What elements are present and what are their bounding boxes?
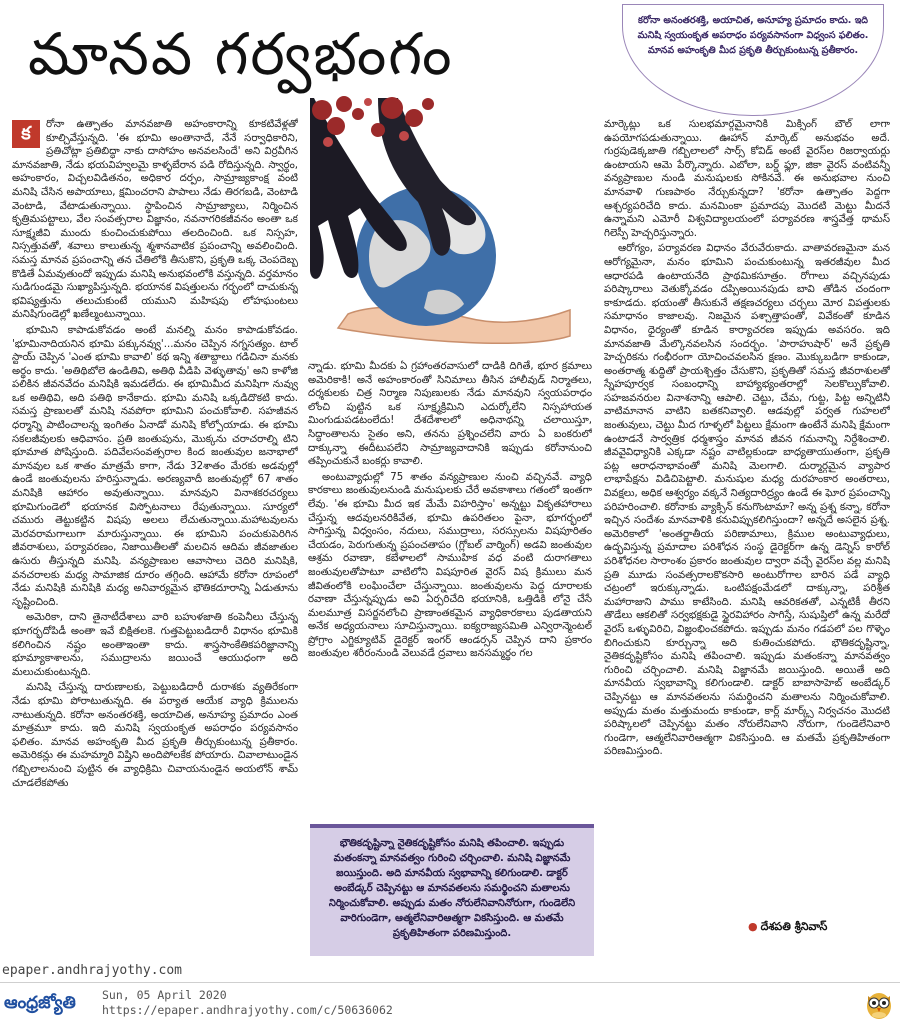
highlight-box: భౌతికదృష్టిన్నా నైతికదృష్టికోసం మనిషి తపించాలి. ఇప్పుడు మతంకన్నా మానవత్వం గురించి చర్చించాలి. మనిషి విజ్ఞానమే జయిస్తుంది. అది మానవీయ స్వభావాన్ని కలిగుండాలి. డాక్టర్ అంబేడ్కర్ చెప్పినట్టు ఆ మానవతలను సమర్థించని మతాలను నిర్మించుకోవాలి. అప్పుడు మతం నోరులేనివానినోరుగా, గుండెలేని వారిగుండెగా, ఆత్మలేనివారిఆత్మగా వికసిస్తుంది. ఆ మతమే ప్రకృతిహితంగా పరిణమిస్తుంది. [310,824,594,956]
paragraph: అంటువ్యాధుల్లో 75 శాతం వన్యప్రాణుల నుంచి వచ్చినవే. వ్యాధి కారకాలు జంతువులనుండి మనుషులకు చేరే అవకాశాలు గతంలో ఇంతగా లేవు. 'ఈ భూమి మీద ఇక మేమే విహరిస్తాం' అన్నట్టు వికృతహారాలు చేస్తున్న ఆదవులనరికివేత, భూమి ఉపరితలం పైనా, భూగర్భంలో సాగిస్తున్న విధ్వంసం, నదులు, సముద్రాలు, సరస్సులను విషపూరితం చేయడం, పెరుగుతున్న ప్రపంచతాపం (గ్లోబల్ వార్మింగ్) అడవి జంతువుల ఆశ్రమ రవాణా, కబేళాలలో సాముహిక వధ వంటి దురాగతాలు జంతువులతోపాటూ వాటిలోని విషపూరిత వైరస్ విష క్రిములు మన జీవితంలోకి లంఘించేలా చేస్తున్నాయి. జంతువులను పెద్ద దూరాలకు రవాణా చేస్తున్నప్పుడు అవి ఏర్పరిచేది భయానికి, ఒత్తిడికి లోనై చేసే మలమూత్ర విసర్జనలోంచి ప్రాణాంతకమైన వ్యాధికారకాలు పుడతాయని అనేక అధ్యయనాలు సూచిస్తున్నాయి. ఐక్యరాజ్యసమితి ఎన్విరాన్మెంటల్ ప్రోగ్రాం ఎగ్జిక్యూటివ్ డైరెక్టర్ ఇంగర్ ఆండర్సన్ చెప్పిన దాని ప్రకారం జంతువుల శరీరంనుండి వెలువడే ద్రవాలు జనసమ్మర్థం గల [308,471,592,660]
author-name: దేశపతి శ్రీనివాస్ [760,920,828,933]
paragraph: భూమిని కాపాడుకోవడం అంటే మనల్ని మనం కాపాడుకోవడం. 'భూమినాదియనిన భూమి పక్కునవ్వు'...మనం చెప్పిన నగ్నసత్యం. టాల్ స్టాయ్ చెప్పిన 'ఎంత భూమి కావాలి' కథ ఇన్ని శతాబ్దాలు గడిచినా మనకు అర్థం కాదు. 'అతిథిబోలె ఉండితివి, అతిథి వీడిపి వెళ్ళుతావు' అని కాళోజి పలికిన జీవనవేదం మనిషికి ఇమడలేదు. ఈ భూమిమీద మనిషిగా నువ్వు ఒక అతిథివి, అది పతిథి కానేకాదు. భూమి మనిషి ఒక్కడిదొకటి కాదు. సమస్త ప్రాణులతో మనిషి నవపోరా భూమిని పంచుకోవాలి. సహజీవన ధర్మాన్ని పాటించాలన్న ఇంగితం ఏనాడో మనిషి కోల్పోయాడు. ఈ భూమి సకలజీవులకు ఆధివాసం. ప్రతి జంతుపును, మొక్కను చరాచరాల్ని టిని భూమాత పోషిస్తుంది. పదివేలసంవత్సరాల కింద జంతువుల జనాభాలో మానవుల ఒక శాతం మాత్రమే కాగా, నేడు 32శాతం మేరకు అడవుల్లో ఉండే జంతువులను హరిస్తున్నాడు. అరణ్యవాదీ జంతువుల్లో 67 శాతం మనిషికి ఆహారం అవుతున్నాయి. మానవుని వినాశకరచర్యలు భూమిగుండెలో భయానక విస్ఫోటనాలు రేపుతున్నాయి. సూర్యలో చమురు తెట్టుకట్టిన విషపు అలలు లేచుతున్నాయి.మహాటవులను మెరవరామగాలుగా మారుస్తున్నాయి. ఈ భూమిని పంచుకుపెరిగిన జీవరాశులు, పర్యావరణం, నిజాయితీలతో మలచిన ఆదిమ జీవజాతుల ఉసురు తీస్తున్నది మనిషి. వన్యప్రాణుల ఆవాసాలు చెదిరి మనిషికి, వనచరాలకు మధ్య సామాజిక దూరం తగ్గింది. ఆహామే కరోనా రూపంలో నేడు మనిషికి మనిషికి మధ్య అనివార్యమైన భౌతికదూరాన్ని ఏడుతూను సృష్టించింది. [12,324,298,608]
article-column-1 [12,118,298,958]
footer-divider [0,982,900,983]
article-column-2 [308,360,592,820]
brand-logo: ఆంధ్రజ్యోతి [4,993,76,1013]
paragraph: న్నాడు. భూమి మీదకు ఏ గ్రహాంతరవాసులో దాడికి దిగితే, భూర క్రమాలు అమెరికాకి! అనే అహంకారంతో సినిమాలు తీసిన హాలీవుడ్ నిర్మాతలు, దర్శకులకు చిత్ర నిర్మాణ నిపుణులకు నేడు మానవుని స్వయపరాధం లోంచి పుట్టిన ఒక సూక్ష్మక్రిమిని ఎదుర్కోలేని నిస్సహాయత మింగుడుపడటంలేదు! దేశదేశాలలో అధినాథన్ని చలాయిస్తూ, సిద్ధాంతాలను సైతం అని, తనను ప్రశ్నించలేని వారు ఏ బంకరులో దాక్కున్నా ఈదీటుపలేని సామ్రాజ్యవాదానికి ఇప్పుడు కరోనానుంచి తప్పించుకునే బంకర్లు కావాలి. [308,361,592,468]
hands-globe-illustration [308,96,580,358]
paragraph: ఆరోగ్యం, పర్యావరణ విధానం వేరువేరుకాదు. వాతావరణమైనా మన ఆరోగ్యమైనా, మనం భూమిని పంచుకుంటున్న ఇతరజీవుల మీద ఆధారపడి ఉంటాయనేది ప్రాథమికసూత్రం. రోగాలు వచ్చినపుడు పరిష్కారాలు వెతుక్కోవడం దప్పిఅయినపుడు బావి తోడిన చందంగా కాకూడదు. భయంతో తీసుకునే తక్షణచర్యలు చర్చలు మోర విపత్తులకు సమాధానం కాజాలవు. నిజమైన పశ్చాత్తాపంతో, వివేకంతో కూడిన విధానం, ధైర్యంతో కూడిన కార్యాచరణ ఇప్పుడు అవసరం. ఇది మానవజాతి మేల్కొనవలసిన సందర్భం. 'పారాహుషార్' అనే ప్రకృతి హెచ్చరికను గంభీరంగా యోచించవలసిన క్షణం. మొక్కుబడిగా కాకుండా, అంతరాత్మ శుద్ధితో ప్రాయశ్చిత్తం చేసుకొని, ప్రకృతితో సమస్త జీవరాశులతో స్నేహపూర్వక సంబంధాన్ని బాహ్యాభ్యంతరాల్లో సెలకొల్పుకోవాలి. సహజవనరుల వినాశనాన్ని ఆపాలి. చెట్టు, చేమ, గుట్ట, పిట్ట అన్నిటినీ వాటిమానాన వాటిని బతకనివ్వాలి. ఆడవుల్లో పర్వత గుహలలో జంతువులు, చెట్టు మీద గూళ్ళలో పిట్టలు క్షేమంగా ఉంటేనే మనిషి క్షేమంగా ఉంటాడనే సార్వత్రిక ధర్మశాస్త్రం మానవ జీవన గమనాన్ని నిర్దేశించాలి. జీవవైవిధ్యానికి ఎక్కడా నష్టం వాటిల్లకుండా బాధ్యతాయుతంగా, ప్రకృతి పట్ల ఆరాధనాభావంతో మనిషి మెలగాలి. దుర్మార్గమైన వ్యాపార లాభాపేక్షను విడిచిపెట్టాలి. మనుషుల మధ్య దురహంకార అంతరాలు, వివక్షలు, అధిక ఆశ్వర్యం వక్కనే నిత్యదారిద్ర్యం ఉండే ఈ ఘోర ప్రపంచాన్ని పరిహరించాలి. కరోనాకు వ్యాక్సిన్ కనుగొంటామా? అన్న ప్రశ్న కన్నా, కరోనా ఇచ్చిన సందేశం మానవాళికి కనువిప్పుకలిగిస్తుందా? అన్నదే అసలైన ప్రశ్న. అమెరికాలో 'అంతర్జాతీయ పరిణామాలు, క్రిముల అంటువ్యాధులు, ఉద్భవిస్తున్న ప్రమాదాల పరిశోధన సంస్థ డైరెక్టర్‌గా ఉన్న డెన్నిస్ కారోల్ పరిశోధనల సారాంశం ప్రకారం జంతువుల ద్వారా వచ్చే వైరస్‌ల వల్ల మనిషి ప్రతి మూడు సంవత్సరాలకొకసారి అంటురోగాల బారిన పడే వ్యాధి చట్రంలో ఇరుక్కున్నాడు. ఒంటిపక్షంమేడలో దాక్కున్నా, పరిశ్రీత మహారాజుని పాము కాటేసింది. మనిషి ఆవరికతతో, ఎన్నటికీ తీరని తొడేలు ఆకలితో సర్వభక్షకుడై స్థైరవిహారం సాగిస్తే, సుషుప్తిలో ఉన్న మరేదో వైరస్ ఒళ్ళువిరిచి, విజ్ఞంభించకపోదు. ఇప్పుడు మనం గడపలో పల గొళ్ళెం బిగించుకుని కూర్చున్నా అది కుతించుకపోదు. భౌతికదృష్టిన్నా, నైతికదృష్టికోసం మనిషి తపించాలి. ఇప్పుడు మతంకన్నా మానవత్వం గురించి చర్చించాలి. మనిషి విజ్ఞానమే జయిస్తుంది. అయితే అది మానవీయ స్వభావాన్ని కలిగుండాలి. డాక్టర్ బాబాసాహెబ్ అంబేడ్కర్ చెప్పినట్టు ఆ మానవతలను సమర్థించని మతాలను నిర్మించుకోవాలి. అప్పుడు మతం మత్తుమందు కాకుండా, కార్ల్ మార్క్స్ నిర్వచనం మొదటి పరిష్కాలలో చెప్పినట్టు మతం నోరులేనివాని నోరుగా, గుండెలేనివారి గుండెగా, ఆత్మలేనివారిఆత్మగా వికసిస్తుంది. ఆ మతమే ప్రకృతిహితంగా పరిణమిస్తుంది. [604,243,890,758]
article-link[interactable]: https://epaper.andhrajyothy.com/c/50636062 [102,1003,393,1017]
paragraph: మనిషి చేస్తున్న దారుణాలకు, పెట్టుబడిదారీ దురాశకు వ్యతిరేకంగా నేడు భూమి పోరాటుతున్నది. ఈ పర్యాత ఆయేక వ్యాధి క్రిములను నాటుతున్నది. కరోనా అనంతరశక్తి, అయాచిత, అనూహ్య ప్రమాదం ఎంత మాత్రమూ కాదు. ఇది మనిషి స్వయంకృత అపరాధం పర్యవసానం ఫలితం. మానవ అహంకృతి మీద ప్రకృతి తీర్చుకుంటున్న ప్రతీకారం. అమెరికన్లు ఈ మహమ్మారి విష్తిని అందిపోలకేక పోయారు. చివాలాటుండైన గబ్బిలాలనుంచి పుట్టిన ఈ వ్యాధిక్రిమి చివాయనుండైన అయలోన్ శామ్ చూడలేకపోతు [12,682,298,789]
bullet-icon: ● [748,920,758,933]
drop-cap: క [12,120,40,148]
owl-icon [864,988,894,1020]
article-column-3 [604,118,890,888]
article-headline: మానవ గర్వభంగం [28,20,454,88]
author-byline [748,918,892,936]
epaper-url[interactable]: epaper.andhrajyothy.com [2,963,183,978]
edition-date: Sun, 05 April 2020 [102,988,227,1002]
paragraph: మార్కెట్లు ఒక సులభమార్గమైనానికి మిక్సింగ్ బౌల్ లాగా ఉపయోగపడుతున్నాయి. ఊహాన్ మార్కెట్ అనుభవం అదే. గుర్రపుడెక్కజాతి గబ్బిలాలలో సార్స్ కోవిడ్ అంటే వైరస్‌ల రిజర్వాయర్లు ఉంటాయని ఆమె పేర్కొన్నారు. ఎబోలా, బర్డ్ ఫ్లూ, జికా వైరస్ వంటివన్నీ వన్యప్రాణుల నుండి మనుషులకు సోకినవే. ఈ అనుభవాల నుంచి మానవాళి గుణపాఠం నేర్చుకున్నదా? 'కరోనా ఉత్పాతం పెద్దగా ఆశ్చర్యపరిచేది కాదు. మనమింకా ప్రమాదపు మొదటి మెట్టు మీదనే ఉన్నామని ఎమోరీ విశ్వవిద్యాలయంలో పర్యావరణ శాస్త్రవేత్త థామస్ గిలెస్పీ హెచ్చరిస్తున్నారు. [604,119,890,239]
paragraph: అమెరికా, దాని తైనాటీదేశాలు వారి బహుళజాతి కంపెనీలు చేస్తున్న భూగర్భదోపిడీ అంతా ఇవే బిక్షితలకె. గుత్తపెట్టుబడిదారీ విధానం భూమికి కలిగించిన నష్టం అంతాఇంతా కాదు. శాస్త్రసాంకేతికపరిజ్ఞానాన్ని భూమ్యాకాశాలను, సముద్రాలను జయించే ఆయుధంగా అది మలుచుకుంటున్నది. [12,612,298,678]
paragraph: రోనా ఉత్పాతం మానవజాతి అహంకారాన్ని కూకటివేళ్లతో కూల్చివేస్తున్నది. 'ఈ భూమి అంతానాదే, నేనే సర్వాధికారిని, ప్రతిచోట్లా ప్రతిబిద్ధా నాకు దాసోహం అనవలసిందే' అని విర్రవీగిన మానవజాతి, నేడు భయవిహ్వలమై కాళ్ళబేరాన పడి రోదిస్తున్నది. స్వార్థం, అహంకారం, విచ్చలవిడితనం, అధికార దర్పం, సామ్రాజ్యకాంక్ష వంటి మనిషి చేసిన అపాయాలు, క్షమించరాని పాపాలు నేడు తిరగబడి, వెంటాడి వెంటాడి, వేటాడుతున్నాయి. స్థాపించిన సామ్రాజ్యాలు, నిర్మించిన కృత్రిమపట్టాలు, వేల సంవత్సరాల విజ్ఞానం, నవనాగరికజీవనం అంతా ఒక సూక్ష్మజీవి ముందు కుంచించుకుపోయి తలదించింది. ఒక నిస్సహ, నిస్సత్తువతో, శవాలు కాలుతున్న శ్మశానవాటిక ప్రపంచాన్ని అవలించింది. సమస్త మానవ ప్రపంచాన్ని తన చేతిలోకి తీసుకొని, ప్రకృతి ఒక్క చెంపదెబ్బ కొడితే ఏమవుతుందో ఇప్పుడు మనిషి అనుభవంలోకి వస్తున్నది. వర్తమానం సుడిగుండమై సుఖ్యాపిస్తున్నది. భయానక విషత్తులను గర్భంలో దాచుకున్న భవిష్యత్తును తలుచుకుంటే యముని మహిషపు లోహఘంటలు మనిషిగుండెల్లో ఖణేల్మంటున్నాయి. [12,119,298,321]
pull-quote: కరోనా అనంతరశక్తి, అయాచిత, అనూహ్య ప్రమాదం కాదు. ఇది మనిషి స్వయంకృత అపరాధం పర్యవసానంగా విధ్వంస ఫలితం. మానవ అహంకృతి మీద ప్రకృతి తీర్చుకుంటున్న ప్రతీకారం. [622,4,884,116]
